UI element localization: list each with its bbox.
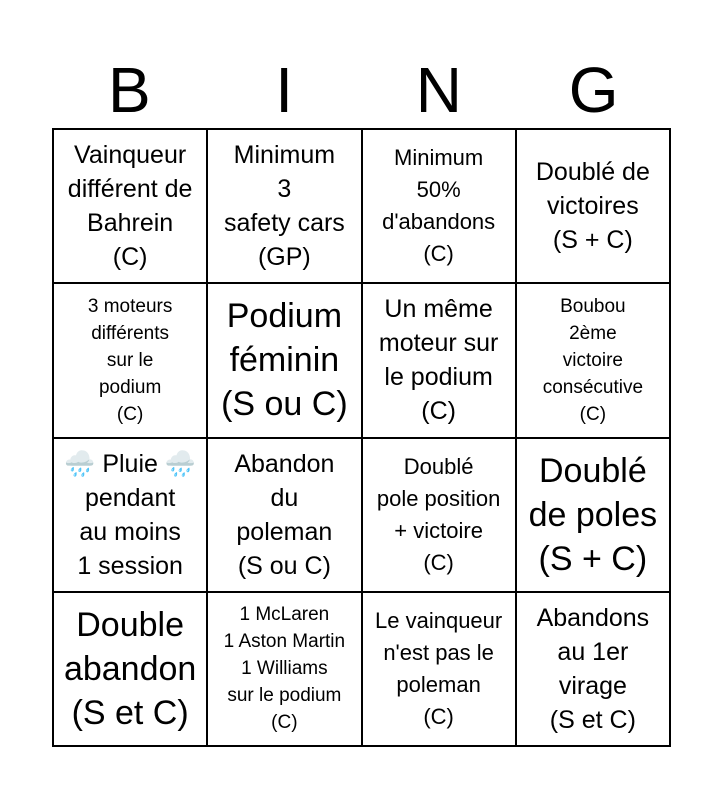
bingo-cell-r4c1[interactable]: [53, 592, 207, 746]
cell-label: Doublé de victoires (S + C): [535, 158, 650, 255]
bingo-cell-r1c1[interactable]: [53, 129, 207, 283]
header-letter-g: G: [568, 54, 619, 126]
bingo-cell-r3c2[interactable]: [207, 438, 361, 592]
bingo-grid: [52, 128, 671, 747]
header-letter-n: N: [415, 54, 462, 126]
bingo-header: [52, 54, 671, 126]
bingo-cell-r2c1[interactable]: [53, 283, 207, 437]
cell-label: Boubou 2ème victoire consécutive (C): [542, 295, 644, 425]
bingo-cell-r2c2[interactable]: [207, 283, 361, 437]
header-letter-i: I: [275, 54, 294, 126]
header-letter-b: B: [108, 54, 151, 126]
cell-label: Doublé pole position + victoire (C): [376, 453, 501, 575]
bingo-cell-r2c3[interactable]: [362, 283, 516, 437]
bingo-cell-r1c3[interactable]: [362, 129, 516, 283]
bingo-cell-r1c2[interactable]: [207, 129, 361, 283]
cell-label: Abandons au 1er virage (S et C): [536, 603, 650, 734]
cell-label: 🌧️ Pluie 🌧️ pendant au moins 1 session: [64, 449, 196, 580]
cell-label: Un même moteur sur le podium (C): [378, 295, 499, 426]
bingo-cell-r3c3[interactable]: [362, 438, 516, 592]
cell-label: Vainqueur différent de Bahrein (C): [67, 141, 193, 272]
cell-label: Le vainqueur n'est pas le poleman (C): [375, 607, 503, 729]
cell-label: Abandon du poleman (S ou C): [234, 449, 335, 580]
cell-label: Minimum 3 safety cars (GP): [223, 141, 345, 272]
cell-label: Double abandon (S et C): [63, 605, 197, 732]
bingo-cell-r4c2[interactable]: [207, 592, 361, 746]
cell-label: 3 moteurs différents sur le podium (C): [87, 295, 173, 425]
cell-label: Minimum 50% d'abandons (C): [382, 145, 496, 267]
bingo-cell-r4c4[interactable]: [516, 592, 670, 746]
cell-label: Doublé de poles (S + C): [528, 451, 658, 578]
bingo-cell-r2c4[interactable]: [516, 283, 670, 437]
bingo-cell-r4c3[interactable]: [362, 592, 516, 746]
bingo-cell-r1c4[interactable]: [516, 129, 670, 283]
bingo-cell-r3c1[interactable]: [53, 438, 207, 592]
cell-label: Podium féminin (S ou C): [221, 297, 348, 424]
bingo-cell-r3c4[interactable]: [516, 438, 670, 592]
cell-label: 1 McLaren 1 Aston Martin 1 Williams sur le podium (C): [223, 604, 346, 734]
